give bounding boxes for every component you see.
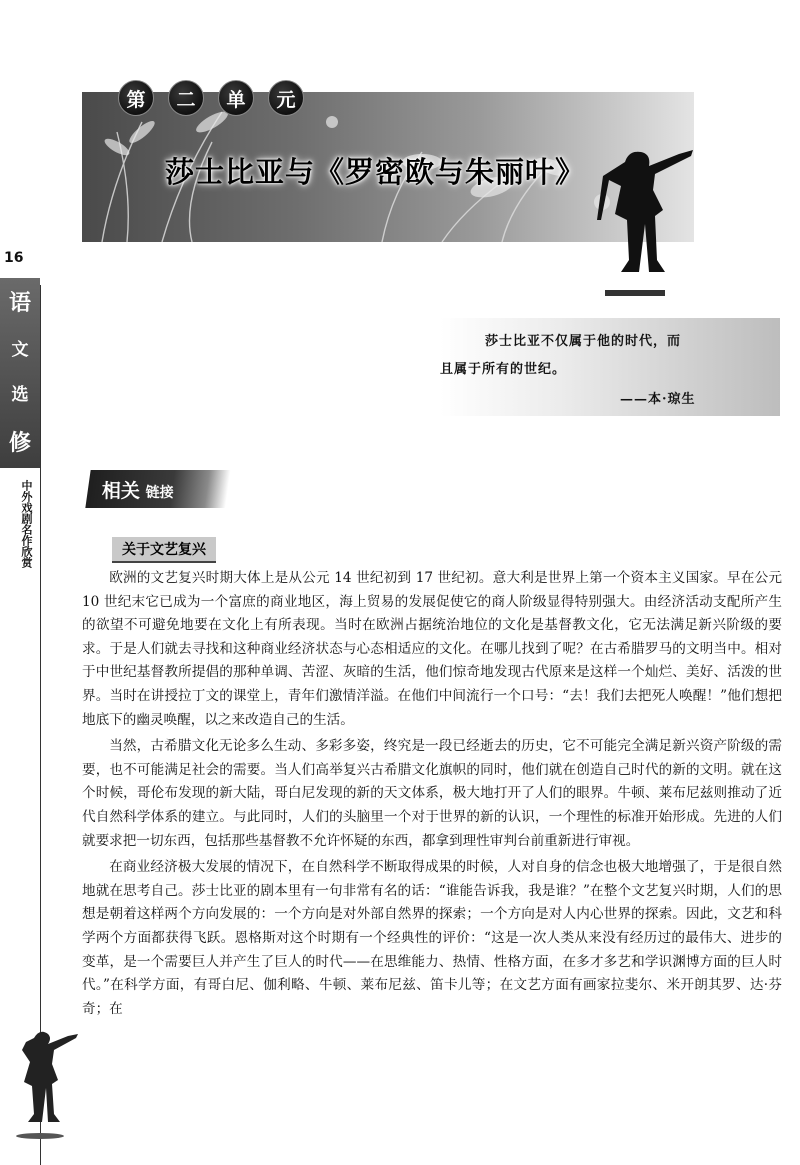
section-header-main: 相关 [101,480,140,502]
quote-author: ——本·琼生 [620,392,696,407]
paragraph: 在商业经济极大发展的情况下，在自然科学不断取得成果的时候，人对自身的信念也极大地增强了，于是很自然地就在思考自己。莎士比亚的剧本里有一句非常有名的话：“谁能告诉我，我是谁？”在整个文艺复兴时期，人们的思想是朝着这样两个方向发展的：一个方向是对外部自然界的探索；一个方向是对人内心世界的探索。因此，文艺和科学两个方面都获得飞跃。恩格斯对这个时期有一个经典性的评价：“这是一次人类从来没有经历过的最伟大、进步的变革，是一个需要巨人并产生了巨人的时代——在思维能力、热情、性格方面，在多才多艺和学识渊博方面的巨人时代。”在科学方面，有哥白尼、伽利略、牛顿、莱布尼兹、笛卡儿等；在文艺方面有画家拉斐尔、米开朗其罗、达·芬奇；在 [82,859,782,1017]
unit-badge: 单 [218,80,254,116]
sub-heading: 关于文艺复兴 [112,537,216,563]
paragraph: 欧洲的文艺复兴时期大体上是从公元 14 世纪初到 17 世纪初。意大利是世界上第一个资本主义国家。早在公元 10 世纪末它已成为一个富庶的商业地区，海上贸易的发展促使它的商人阶级显得特别强大。由经济活动支配所产生的欲望不可避免地要在文化上有所表现。当时在欧洲占据统治地位的文化是基督教文化，它无法满足新兴阶级的要求。于是人们就去寻找和这种商业经济状态与心态相适应的文化。在哪儿找到了呢？在古希腊罗马的文明当中。相对于中世纪基督教所提倡的那种单调、苦涩、灰暗的生活，他们惊奇地发现古代原来是这样一个灿烂、美好、活泼的世界。当时在讲授拉丁文的课堂上，青年们激情洋溢。在他们中间流行一个口号：“去！我们去把死人唤醒！”他们想把地底下的幽灵唤醒，以之来改造自己的生活。 [82,570,782,728]
shakespeare-statue-icon [585,140,700,300]
book-tab [0,278,40,468]
page-number: 16 [4,250,24,266]
section-header [85,470,230,508]
paragraph: 当然，古希腊文化无论多么生动、多彩多姿，终究是一段已经逝去的历史，它不可能完全满足新兴资产阶级的需要，也不可能满足社会的需要。当人们高举复兴古希腊文化旗帜的同时，他们就在创造自己时代的新的文明。就在这个时候，哥伦布发现的新大陆，哥白尼发现的新的天文体系，极大地打开了人们的眼界。牛顿、莱布尼兹则推动了近代自然科学体系的建立。与此同时，人们的头脑里一个对于世界的新的认识，一个理性的标准开始形成。先进的人们就要求把一切东西，包括那些基督教不允许怀疑的东西，都拿到理性审判台前重新进行审视。 [82,738,782,849]
body-text [82,567,782,1024]
quote-line: 莎士比亚不仅属于他的时代，而 [485,334,682,349]
small-statue-icon [0,1020,82,1140]
quote-line: 且属于所有的世纪。 [440,362,567,377]
page-title: 莎士比亚与《罗密欧与朱丽叶》 [165,155,586,189]
unit-badge: 二 [168,80,204,116]
series-title: 中外戏剧名作欣赏 [20,480,33,568]
unit-label [118,80,304,116]
book-tab-char: 选 [11,385,29,405]
unit-badge: 元 [268,80,304,116]
book-tab-char: 文 [11,340,29,360]
unit-badge: 第 [118,80,154,116]
section-header-sub: 链接 [145,485,174,501]
book-tab-char: 语 [8,290,31,316]
book-tab-char: 修 [8,430,31,456]
epigraph-quote [440,318,780,416]
